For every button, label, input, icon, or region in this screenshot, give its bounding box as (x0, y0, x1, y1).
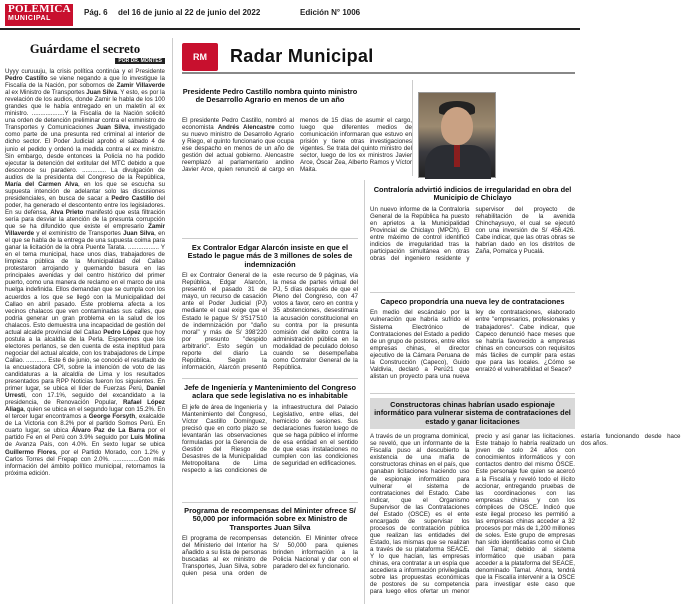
column-byline: POR DR. MONTES (5, 58, 165, 64)
page-header (0, 0, 580, 40)
header-rule (0, 28, 580, 30)
page-number: Pág. 6 (84, 8, 108, 17)
column-divider (412, 80, 413, 176)
column-title: Guárdame el secreto (29, 42, 141, 56)
section-header (182, 42, 575, 74)
article-alarcon (182, 244, 358, 392)
article-recompensas (182, 507, 358, 599)
divider (182, 378, 358, 379)
guardame-column (5, 38, 165, 604)
article-body: En medio del escándalo por la vulneración que habría sufrido el Sistema Electrónico de Contrataciones del Estado a pedido de un grupo de postores, entre ellos empresas chinas, el director ejecutivo de la Cámara Peruana de la Construcción (Capeco), Guido Valdivia, declaró a Perú21 que alistan un proyecto para una nueva ley de contrataciones, elaborado entre "empresarios, profesionales y trabajadores". Cabe indicar, que Capeco denunció hace meses que se habría favorecido a empresas chinas en concursos con requisitos más fáciles de cumplir para estas que para las locales. ¿Cómo se enraizó el vulnerabilidad el Seace? (370, 309, 575, 380)
column-divider (172, 38, 173, 604)
article-body: El jefe de área de Ingeniería y Mantenimiento del Congreso, Víctor Castillo Domínguez, precisó que en corto plazo se levantarán las observaciones formuladas por la Gerencia de Gestión del Riesgo de Desastres de la Municipalidad Metropolitana de Lima respecto a las condiciones de la infraestructura del Palacio Legislativo, entre ellas, del hemiciclo de sesiones. Sus declaraciones fueron luego de que se haga público el informe de esa entidad en el sentido de que esas instalaciones no cumplen con las condiciones de seguridad en edificaciones. (182, 403, 358, 475)
article-capeco (370, 298, 575, 383)
divider (370, 393, 575, 394)
date-range: del 16 de junio al 22 de junio del 2022 (118, 8, 261, 17)
column-divider (364, 180, 365, 604)
article-headline: Jefe de Ingeniería y Mantenimiento del Congreso aclara que sede legislativa no es inhabitable (183, 383, 357, 401)
article-body: Un nuevo informe de la Contraloría General de la República ha puesto en aprietos a la Municipalidad Provincial de Chiclayo (MPCh). El entre máximo de control identificó indicios de irregularidad tras la participación simultánea en otras obras del ingeniero residente y supervisor del proyecto de rehabilitación de la avenida Chinchaysuyo, el cual se ejecutó con una inversión de S/ 456.426. Cabe indicar, que las otras obras se habrían dado en los distritos de Zaña, Pomalca y Pucalá. (370, 205, 575, 263)
divider (182, 502, 358, 503)
article-headline: Programa de recompensas del Mininter ofrece S/ 50,000 por información sobre ex Ministro de Transportes Juan Silva (184, 506, 356, 532)
article-headline: Capeco propondría una nueva ley de contrataciones (380, 297, 565, 306)
divider (370, 292, 575, 293)
column-body: Uyyy curuuuju, la crisis política continúa y el Presidente Pedro Castillo se viene negando a que lo investigue la Fiscalía de la Nación, por sobornos de Zamir Villaverde al ex Ministro de Transportes Juan Silva. Y esto, es por la revelación de los audios, donde Zamir le habla de los 100 grandes que le había entregado en un maletín al ex ministro. ...................Y la Fiscalía de la Nación solicitó una orden de detención preliminar contra el exministro de Transportes y Comunicaciones Juan Silva, investigado como parte de una presunta red criminal al interior de dicho sector. El Poder Judicial aprobó el sábado 4 de junio el pedido y ordenó la medida contra el ex ministro. Sin embargo, desde entonces la Policía no ha podido ejecutar la detención del extitular del MTC debido a que desconoce su paradero. .............. La divulgación de audios de la presidenta del Congreso de la República, María del Carmen Alva, en los que se escucha su supuesta intención de adelantar solo las discusiones presidenciales, en busca de sacar a Pedro Castillo del poder, ha generado el descontento entre los legisladores. En su defensa, Alva Prieto manifestó que esta filtración sería para desviar la atención de la presunta corrupción que se ha difundido que existe el empresario Zamir Villaverde y el exministro de Transportes Juan Silva, en el que se habla de la entrega de una supuesta coima para ganar la licitación de la obra Puente Tarata. .................. Y en el tema municipal, hace unos días, trabajadores de limpieza pública de la Municipalidad del Callao protestaron arrojando y quemando basura en las principales avenidas y del centro histórico del primer puerto, como una manera de reclamo en el marco de una huelga indefinida. Ellos demandan que se cumpla con los acuerdos a los que se llegó con la Municipalidad del Callao en abril pasado. Este problema afecta a los vecinos chalacos que ven contaminadas sus calles, que podría generar un gran problema en la salud de los chalacos. Esto demuestra una incapacidad de gestión del actual alcalde provincial del Callao Pedro López que hoy postula a la alcaldía de la Perla. Esperemos que los electores perlanos, se den cuenta de esta ineptitud para negociar del actual alcalde, con los trabajadores de Limpe Callao. ............ Este 6 de junio, se conoció el resultado de la encuestadora CPI, sobre la intención de voto de las candidaturas a la alcaldía de Lima y los resultados presentados para RPP Noticias fueron los siguientes. En primer lugar, se ubica el líder de Fuerzas Perú, Daniel Urresti, con 17.1%, seguido del excandidato a la presidencia, de Renovación Popular, Rafael López Aliaga, quien se ubica en el segundo lugar con 15.2%. En el tercer lugar encontramos a George Forsyth, exalcalde de La Victoria con 8.2% por el partido Somos Perú. En cuarto lugar, se ubica Álvaro Paz de La Barra por el partido Fe en el Perú con 3.9% seguido por Luis Molina de Avanza País, con 4.0%. En sexto lugar se ubica Guillermo Flores, por el Partido Morado, con 1.2% y Carlos Torres del Frepap con 2.0%. ...............Con más información del ámbito político municipal, retornamos la próxima edición. (5, 68, 166, 477)
article-headline: Presidente Pedro Castillo nombra quinto ministro de Desarrollo Agrario en menos de un año (182, 87, 358, 105)
article-body: A través de un programa dominical, se reveló, que un informante de la Fiscalía puso al descubierto la existencia de una mafia de constructoras chinas en el país, que ganaban licitaciones haciendo uso de espionaje informático para vulnerar el sistema de contrataciones del Estado. Cabe indicar, que el Organismo Supervisor de las Contrataciones del Estado (OSCE) es el ente encargado de supervisar los procesos de contratación pública que realizan las entidades del Estado, las mismas que se realizan a través de su plataforma SEACE. Y lo que hacían, las empresas chinas, era contratar a un espía que accediera a información privilegiada sobre las propuestas económicas de postores de su competencia para luego ellos ofertar un menor precio y así ganar las licitaciones. Este trabajo lo habría realizado un joven de solo 24 años con conocimientos informáticos y con contactos dentro del mismo OSCE. Este personaje fue quien se acercó a la Fiscalía y reveló todo el ilícito accionar, entregando pruebas de las coordinaciones con las empresas chinas y con los cómplices de OSCE. Indicó que este ilegal proceso les permitió a las empresas chinas acceder a 32 procesos por más de 1,200 millones de soles. Este grupo de empresas han sido identificadas como el Club del Tamal; debido al sistema informático que usaban para acceder a la plataforma del SEACE, denominado Tamal. Ahora, tendrá que la Fiscalía intervenir a la OSCE para investigar este caso que estaría funcionando desde hace dos años. (370, 433, 681, 596)
section-title: Radar Municipal (230, 46, 374, 66)
radar-logo: RM (182, 43, 218, 71)
edition-number: Edición N° 1006 (300, 8, 361, 17)
article-contraloria-body (370, 186, 575, 290)
article-castillo (182, 88, 358, 108)
article-body: El programa de recompensas del Ministerio del Interior ha añadido a su lista de personas buscadas al ex ministro de Transportes, Juan Silva, sobre quien pesa una orden de detención. El Mininter ofrece S/ 50,000 para quienes brinden información a la Policía Nacional y dar con el paradero del ex funcionario. (182, 535, 358, 578)
article-body: El ex Contralor General de la República, Edgar Alarcón, presentó el pasado 31 de mayo, un recurso de casación ante el Poder Judicial (PJ) mediante el cual exige que el Estado le pague S/ 3'517'510 de indemnización por "daño moral" y más de S/ 398'220 por presunto "despido arbitrario". Esto según un reporte del diario La República. Según la información, Alarcón presentó este recurso de 9 páginas, vía la mesa de partes virtual del PJ, 5 días después de que el Pleno del Congreso, con 47 votos a favor, cero en contra y 35 abstenciones, desestimara la acusación constitucional en su contra por la presunta comisión del delito contra la administración pública en la modalidad de peculado doloso cuando se desempeñaba como Contralor General de la República. (182, 272, 358, 371)
article-headline: Ex Contralor Edgar Alarcón insiste en que el Estado le pague más de 3 millones de soles de indemnización (187, 243, 353, 269)
article-ingenieria (182, 384, 358, 499)
article-headline: Constructoras chinas habrían usado espionaje informático para vulnerar sistema de contrataciones del estado y ganar licitaciones (370, 398, 575, 429)
divider (182, 238, 358, 239)
minister-photo (418, 92, 496, 178)
article-body: El presidente Pedro Castillo, nombró al economista Andrés Alencastre como su nuevo ministro de Desarrollo Agrario y Riego, el quinto funcionario que ocupa ese despacho en menos de un año de gestión del actual gobierno. Alencastre reemplazó al parlamentario andino Javier Arce, quien renunció al cargo en menos de 15 días de asumir el cargo, luego que diferentes medios de comunicación informaran que estuvo en prisión y tiene otras investigaciones vigentes. Se trata del quinto ministro del sector, luego de los ex ministros Javier Arce, Óscar Zea, Alberto Ramos y Víctor Maita. (182, 117, 412, 174)
article-headline: Contraloría advirtió indicios de irregularidad en obra del Municipio de Chiclayo (373, 185, 572, 203)
article-chinas (370, 398, 681, 601)
newspaper-logo: POLÉMICA MUNICIPAL (5, 4, 73, 26)
